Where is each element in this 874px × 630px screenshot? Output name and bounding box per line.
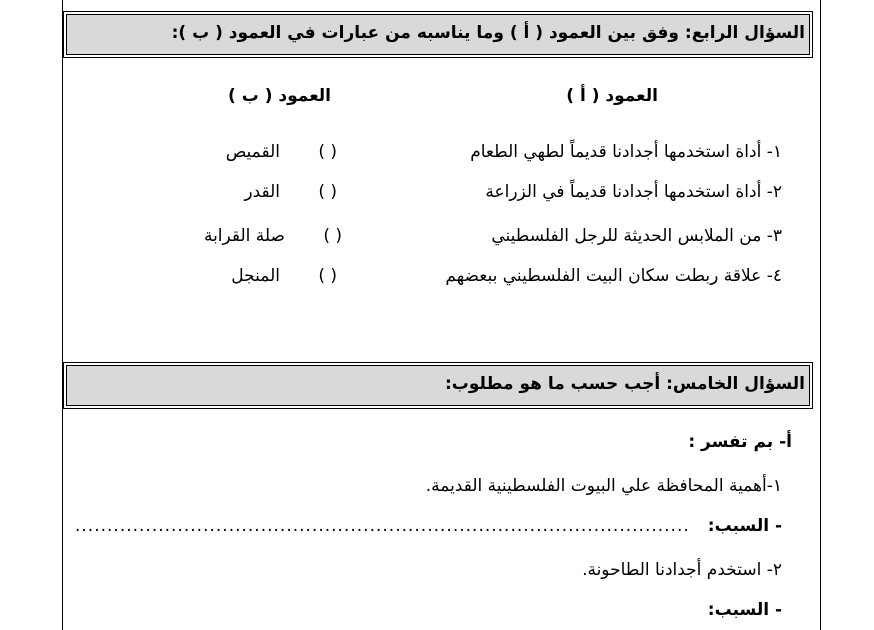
match-item-a-1: ١- أداة استخدمها أجدادنا قديماً لطهي الطعام — [470, 142, 782, 162]
explain-item-1: ١-أهمية المحافظة علي البيوت الفلسطينية القديمة. — [425, 476, 782, 496]
match-item-b-4: المنجل — [231, 266, 280, 286]
match-item-a-2: ٢- أداة استخدمها أجدادنا قديماً في الزراعة — [485, 182, 782, 202]
question-4-box — [63, 11, 813, 58]
explain-item-2: ٢- استخدم أجدادنا الطاحونة. — [582, 560, 782, 580]
reason-label-2: - السبب: — [707, 600, 782, 620]
match-item-b-2: القدر — [244, 182, 280, 202]
question-5-box — [63, 362, 813, 409]
match-item-a-3: ٣- من الملابس الحديثة للرجل الفلسطيني — [491, 226, 782, 246]
match-item-b-1: القميص — [225, 142, 280, 162]
answer-blank-3[interactable]: ( ) — [323, 226, 342, 246]
reason-label-1: - السبب: — [707, 516, 782, 536]
match-item-b-3: صلة القرابة — [203, 226, 285, 246]
answer-blank-4[interactable]: ( ) — [318, 266, 337, 286]
answer-blank-1[interactable]: ( ) — [318, 142, 337, 162]
match-item-a-4: ٤- علاقة ربطت سكان البيت الفلسطيني ببعضهم — [445, 266, 782, 286]
question-4-title: السؤال الرابع: وفق بين العمود ( أ ) وما يناسبه من عبارات في العمود ( ب ): — [66, 14, 810, 55]
column-a-header: العمود ( أ ) — [566, 86, 658, 106]
part-a-heading: أ- بم تفسر : — [688, 432, 792, 452]
column-b-header: العمود ( ب ) — [228, 86, 331, 106]
answer-blank-2[interactable]: ( ) — [318, 182, 337, 202]
question-5-title: السؤال الخامس: أجب حسب ما هو مطلوب: — [66, 365, 810, 406]
answer-dotted-line[interactable]: ................................................................................................ — [75, 516, 690, 536]
